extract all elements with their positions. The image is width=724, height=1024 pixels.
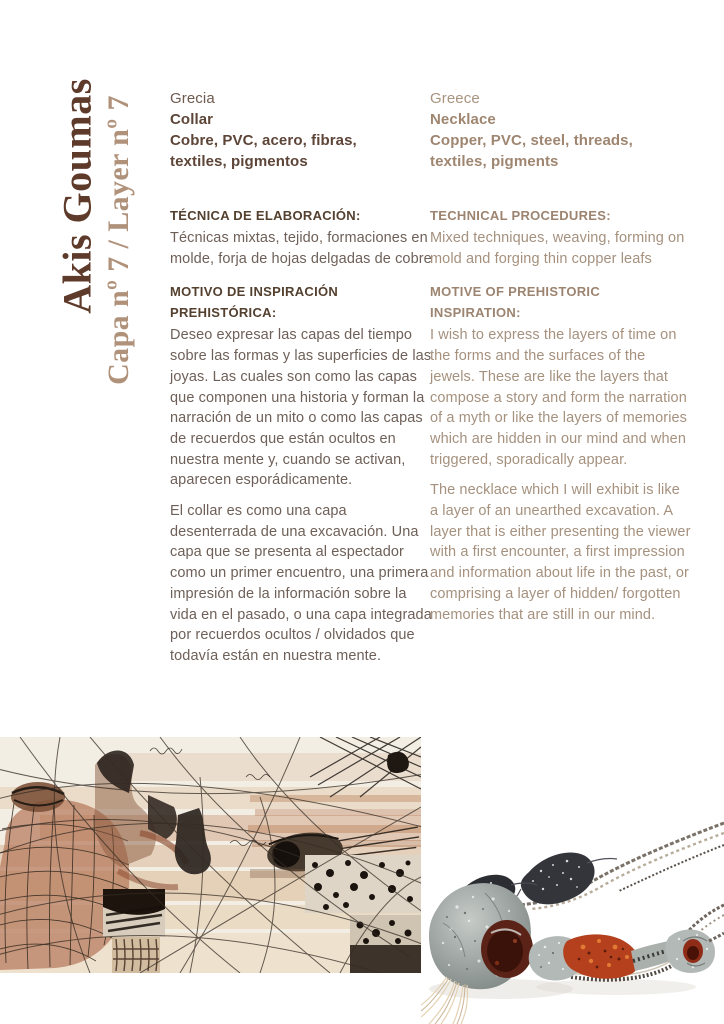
technique-body-en: Mixed techniques, weaving, forming on mold and forging thin copper leafs (430, 230, 685, 267)
sketch-drawing (0, 737, 421, 973)
large-pod (429, 883, 533, 989)
layer-number-vertical: Capa nº 7 / Layer nº 7 (102, 95, 135, 385)
country-label-en: Greece (430, 90, 480, 107)
motive-heading-en: MOTIVE OF PREHISTORIC INSPIRATION: (430, 284, 601, 321)
technique-heading-en: TECHNICAL PROCEDURES: (430, 208, 611, 223)
necklace-artwork (421, 737, 724, 1024)
motive-paragraph1-es: Deseo expresar las capas del tiempo sobre las formas y las superficies de las joyas. Las cuales son como las capas que componen una historia y forman la narración de un mito o como las capas de recuerdos que están ocultos en nuestra mente y, cuando se activan, aparecen esporádicamente. (170, 327, 432, 489)
motive-paragraph1-en: I wish to express the layers of time on the forms and the surfaces of the jewels. These are like the layers that compose a story and form the narration of a myth or like the layers of memories which are hidden in our mind and when triggered, sporadically appear. (430, 327, 688, 468)
watercolor-sketch-image (0, 737, 421, 973)
motive-heading-es: MOTIVO DE INSPIRACIÓN PREHISTÓRICA: (170, 284, 339, 321)
artwork-info-en (430, 88, 665, 172)
necklace-photo (421, 737, 724, 1024)
artwork-title-es: Collar (170, 111, 214, 128)
artist-name-vertical: Akis Goumas (54, 78, 100, 314)
artwork-info-es (170, 88, 405, 172)
spanish-column (170, 88, 432, 677)
technique-heading-es: TÉCNICA DE ELABORACIÓN: (170, 208, 361, 223)
country-label-es: Grecia (170, 90, 215, 107)
motive-paragraph2-en: The necklace which I will exhibit is like a layer of an unearthed excavation. A layer that is either presenting the viewer with a first encounter, a first impression and information about life in the past, or comprising a layer of hidden/ forgotten memories that are still in our mind. (430, 482, 691, 623)
materials-list-es: Cobre, PVC, acero, fibras, textiles, pigmentos (170, 132, 357, 170)
motive-paragraph2-es: El collar es como una capa desenterrada de una excavación. Una capa que se presenta al espectador como un primer encuentro, una primera impresión de la información sobre la vida en el pasado, o una capa integrada por recuerdos ocultos / olvidados que todavía están en nuestra mente. (170, 503, 432, 664)
technique-body-es: Técnicas mixtas, tejido, formaciones en molde, forja de hojas delgadas de cobre (170, 230, 432, 267)
english-column (430, 88, 692, 635)
artwork-title-en: Necklace (430, 111, 496, 128)
materials-list-en: Copper, PVC, steel, threads, textiles, pigments (430, 132, 633, 170)
